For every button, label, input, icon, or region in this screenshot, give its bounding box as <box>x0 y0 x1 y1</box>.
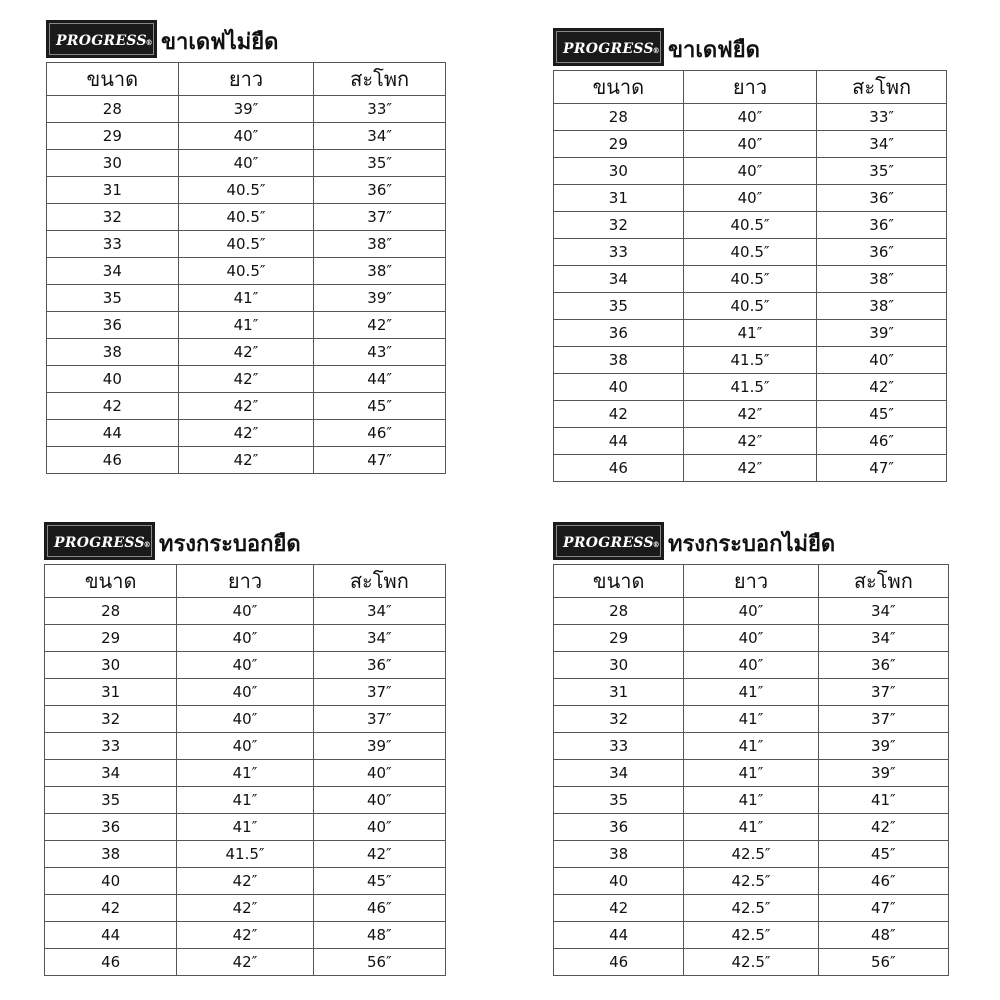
length-cell: 42″ <box>683 455 817 482</box>
table-row <box>47 96 446 123</box>
length-cell: 42″ <box>178 339 314 366</box>
size-cell: 46 <box>47 447 179 474</box>
size-cell: 34 <box>554 266 684 293</box>
size-cell: 28 <box>45 598 177 625</box>
length-cell: 40.5″ <box>178 204 314 231</box>
hip-cell: 34″ <box>818 625 948 652</box>
table-row <box>47 447 446 474</box>
table-row <box>554 625 949 652</box>
hip-cell: 33″ <box>314 96 446 123</box>
hip-cell: 39″ <box>817 320 947 347</box>
length-cell: 42″ <box>177 895 313 922</box>
length-cell: 40″ <box>683 185 817 212</box>
column-header-hip: สะโพก <box>314 63 446 96</box>
table-row <box>554 212 947 239</box>
table-row <box>554 679 949 706</box>
length-cell: 41″ <box>684 679 818 706</box>
table-row <box>47 150 446 177</box>
size-cell: 33 <box>554 239 684 266</box>
size-cell: 30 <box>47 150 179 177</box>
hip-cell: 36″ <box>817 185 947 212</box>
hip-cell: 56″ <box>313 949 445 976</box>
length-cell: 42.5″ <box>684 949 818 976</box>
size-cell: 30 <box>45 652 177 679</box>
hip-cell: 37″ <box>818 706 948 733</box>
column-header-hip: สะโพก <box>313 565 445 598</box>
hip-cell: 38″ <box>817 266 947 293</box>
size-cell: 29 <box>45 625 177 652</box>
registered-mark: ® <box>145 38 153 47</box>
progress-logo <box>44 522 155 560</box>
size-cell: 33 <box>554 733 684 760</box>
table-row <box>554 131 947 158</box>
panel-header <box>46 12 446 58</box>
column-header-size: ขนาด <box>45 565 177 598</box>
size-cell: 42 <box>554 401 684 428</box>
size-cell: 31 <box>45 679 177 706</box>
table-row <box>45 760 446 787</box>
table-row <box>554 841 949 868</box>
table-row <box>45 625 446 652</box>
length-cell: 40″ <box>683 158 817 185</box>
table-row <box>554 293 947 320</box>
hip-cell: 47″ <box>817 455 947 482</box>
hip-cell: 40″ <box>313 787 445 814</box>
hip-cell: 46″ <box>818 868 948 895</box>
hip-cell: 46″ <box>314 420 446 447</box>
length-cell: 40″ <box>177 598 313 625</box>
size-cell: 38 <box>554 841 684 868</box>
size-cell: 29 <box>554 625 684 652</box>
length-cell: 40″ <box>684 625 818 652</box>
table-row <box>47 420 446 447</box>
length-cell: 40″ <box>177 679 313 706</box>
hip-cell: 34″ <box>314 123 446 150</box>
hip-cell: 37″ <box>818 679 948 706</box>
hip-cell: 44″ <box>314 366 446 393</box>
length-cell: 40.5″ <box>683 212 817 239</box>
length-cell: 42.5″ <box>684 922 818 949</box>
length-cell: 41″ <box>177 760 313 787</box>
hip-cell: 38″ <box>314 258 446 285</box>
length-cell: 42″ <box>178 393 314 420</box>
hip-cell: 43″ <box>314 339 446 366</box>
progress-logo <box>46 20 157 58</box>
length-cell: 40″ <box>684 652 818 679</box>
table-row <box>554 949 949 976</box>
size-cell: 35 <box>47 285 179 312</box>
logo-text: PROGRESS <box>563 535 654 551</box>
panel-header <box>553 514 949 560</box>
table-row <box>554 787 949 814</box>
size-cell: 40 <box>554 868 684 895</box>
hip-cell: 42″ <box>314 312 446 339</box>
table-row <box>47 393 446 420</box>
panel-header <box>553 20 947 66</box>
table-row <box>47 177 446 204</box>
hip-cell: 39″ <box>818 733 948 760</box>
size-cell: 36 <box>45 814 177 841</box>
table-row <box>47 366 446 393</box>
size-cell: 34 <box>554 760 684 787</box>
length-cell: 42″ <box>178 420 314 447</box>
header-row <box>47 63 446 96</box>
hip-cell: 48″ <box>313 922 445 949</box>
table-row <box>554 347 947 374</box>
table-row <box>47 231 446 258</box>
table-row <box>45 679 446 706</box>
length-cell: 40″ <box>177 625 313 652</box>
length-cell: 40.5″ <box>178 231 314 258</box>
hip-cell: 39″ <box>313 733 445 760</box>
hip-cell: 38″ <box>314 231 446 258</box>
length-cell: 41.5″ <box>683 347 817 374</box>
hip-cell: 45″ <box>313 868 445 895</box>
table-row <box>45 652 446 679</box>
size-cell: 44 <box>554 428 684 455</box>
hip-cell: 39″ <box>314 285 446 312</box>
table-row <box>554 428 947 455</box>
table-row <box>554 922 949 949</box>
column-header-length: ยาว <box>177 565 313 598</box>
length-cell: 41″ <box>178 285 314 312</box>
size-cell: 46 <box>554 949 684 976</box>
size-cell: 36 <box>554 320 684 347</box>
length-cell: 41″ <box>684 760 818 787</box>
hip-cell: 34″ <box>313 625 445 652</box>
length-cell: 41″ <box>684 706 818 733</box>
column-header-length: ยาว <box>683 71 817 104</box>
table-row <box>554 868 949 895</box>
table-row <box>554 401 947 428</box>
table-row <box>45 814 446 841</box>
size-cell: 44 <box>47 420 179 447</box>
column-header-length: ยาว <box>178 63 314 96</box>
column-header-size: ขนาด <box>554 71 684 104</box>
hip-cell: 33″ <box>817 104 947 131</box>
hip-cell: 41″ <box>818 787 948 814</box>
length-cell: 40″ <box>683 104 817 131</box>
size-cell: 32 <box>45 706 177 733</box>
hip-cell: 48″ <box>818 922 948 949</box>
length-cell: 42″ <box>177 868 313 895</box>
length-cell: 40.5″ <box>683 266 817 293</box>
registered-mark: ® <box>652 46 660 55</box>
panel-title: ขาเดฟยืด <box>667 38 760 63</box>
column-header-size: ขนาด <box>47 63 179 96</box>
table-row <box>45 787 446 814</box>
table-row <box>554 158 947 185</box>
table-row <box>45 895 446 922</box>
table-row <box>554 895 949 922</box>
hip-cell: 45″ <box>818 841 948 868</box>
hip-cell: 45″ <box>817 401 947 428</box>
header-row <box>554 565 949 598</box>
length-cell: 42.5″ <box>684 895 818 922</box>
hip-cell: 37″ <box>313 706 445 733</box>
length-cell: 40″ <box>684 598 818 625</box>
length-cell: 39″ <box>178 96 314 123</box>
table-row <box>554 760 949 787</box>
logo-text: PROGRESS <box>54 535 145 551</box>
hip-cell: 35″ <box>817 158 947 185</box>
table-row <box>47 339 446 366</box>
size-panel-straight-nonstretch <box>553 514 949 976</box>
length-cell: 40.5″ <box>178 177 314 204</box>
length-cell: 40.5″ <box>178 258 314 285</box>
size-cell: 44 <box>554 922 684 949</box>
panel-header <box>44 514 446 560</box>
length-cell: 41.5″ <box>683 374 817 401</box>
progress-logo <box>553 28 664 66</box>
table-row <box>554 239 947 266</box>
registered-mark: ® <box>143 540 151 549</box>
length-cell: 40.5″ <box>683 293 817 320</box>
hip-cell: 46″ <box>817 428 947 455</box>
length-cell: 42″ <box>178 366 314 393</box>
table-row <box>554 185 947 212</box>
size-cell: 35 <box>554 787 684 814</box>
progress-logo <box>553 522 664 560</box>
size-cell: 38 <box>47 339 179 366</box>
hip-cell: 36″ <box>818 652 948 679</box>
length-cell: 42.5″ <box>684 868 818 895</box>
length-cell: 40.5″ <box>683 239 817 266</box>
table-row <box>47 258 446 285</box>
size-cell: 40 <box>47 366 179 393</box>
size-cell: 42 <box>47 393 179 420</box>
length-cell: 42″ <box>178 447 314 474</box>
size-table <box>553 70 947 482</box>
table-row <box>554 266 947 293</box>
hip-cell: 46″ <box>313 895 445 922</box>
size-cell: 40 <box>554 374 684 401</box>
hip-cell: 36″ <box>817 239 947 266</box>
registered-mark: ® <box>652 540 660 549</box>
table-row <box>554 374 947 401</box>
size-cell: 38 <box>554 347 684 374</box>
hip-cell: 42″ <box>818 814 948 841</box>
size-cell: 46 <box>554 455 684 482</box>
size-cell: 31 <box>554 185 684 212</box>
length-cell: 40″ <box>178 123 314 150</box>
logo-text: PROGRESS <box>56 33 147 49</box>
table-row <box>554 104 947 131</box>
table-row <box>45 733 446 760</box>
size-cell: 28 <box>554 104 684 131</box>
table-row <box>45 949 446 976</box>
length-cell: 41″ <box>177 814 313 841</box>
length-cell: 42″ <box>177 922 313 949</box>
table-row <box>45 706 446 733</box>
hip-cell: 47″ <box>314 447 446 474</box>
length-cell: 41″ <box>177 787 313 814</box>
size-cell: 38 <box>45 841 177 868</box>
table-row <box>47 204 446 231</box>
panel-title: ขาเดฟไม่ยืด <box>160 30 279 55</box>
size-cell: 32 <box>554 706 684 733</box>
size-cell: 36 <box>554 814 684 841</box>
size-cell: 46 <box>45 949 177 976</box>
length-cell: 42″ <box>683 428 817 455</box>
hip-cell: 35″ <box>314 150 446 177</box>
size-cell: 35 <box>554 293 684 320</box>
size-cell: 28 <box>47 96 179 123</box>
size-cell: 42 <box>45 895 177 922</box>
size-cell: 42 <box>554 895 684 922</box>
header-row <box>45 565 446 598</box>
size-table <box>44 564 446 976</box>
table-row <box>554 733 949 760</box>
length-cell: 40″ <box>177 706 313 733</box>
size-cell: 40 <box>45 868 177 895</box>
size-cell: 29 <box>47 123 179 150</box>
size-cell: 28 <box>554 598 684 625</box>
table-row <box>554 598 949 625</box>
logo-text: PROGRESS <box>563 41 654 57</box>
size-cell: 44 <box>45 922 177 949</box>
table-row <box>45 598 446 625</box>
hip-cell: 42″ <box>313 841 445 868</box>
table-row <box>45 868 446 895</box>
column-header-hip: สะโพก <box>817 71 947 104</box>
header-row <box>554 71 947 104</box>
hip-cell: 45″ <box>314 393 446 420</box>
panel-title: ทรงกระบอกยืด <box>158 532 301 557</box>
size-cell: 30 <box>554 652 684 679</box>
table-row <box>45 841 446 868</box>
table-row <box>47 285 446 312</box>
hip-cell: 34″ <box>817 131 947 158</box>
table-row <box>554 320 947 347</box>
hip-cell: 42″ <box>817 374 947 401</box>
hip-cell: 36″ <box>313 652 445 679</box>
length-cell: 40″ <box>683 131 817 158</box>
hip-cell: 36″ <box>314 177 446 204</box>
length-cell: 41″ <box>684 733 818 760</box>
size-panel-skinny-stretch <box>553 20 947 482</box>
length-cell: 42″ <box>683 401 817 428</box>
length-cell: 41″ <box>178 312 314 339</box>
hip-cell: 40″ <box>313 760 445 787</box>
hip-cell: 34″ <box>818 598 948 625</box>
hip-cell: 37″ <box>313 679 445 706</box>
hip-cell: 56″ <box>818 949 948 976</box>
hip-cell: 39″ <box>818 760 948 787</box>
size-cell: 35 <box>45 787 177 814</box>
column-header-hip: สะโพก <box>818 565 948 598</box>
table-row <box>554 455 947 482</box>
size-panel-skinny-nonstretch <box>46 12 446 474</box>
table-row <box>45 922 446 949</box>
size-table <box>46 62 446 474</box>
hip-cell: 40″ <box>313 814 445 841</box>
length-cell: 41″ <box>684 787 818 814</box>
size-cell: 30 <box>554 158 684 185</box>
size-cell: 29 <box>554 131 684 158</box>
size-cell: 34 <box>47 258 179 285</box>
hip-cell: 36″ <box>817 212 947 239</box>
length-cell: 40″ <box>178 150 314 177</box>
size-cell: 36 <box>47 312 179 339</box>
panel-title: ทรงกระบอกไม่ยืด <box>667 532 836 557</box>
hip-cell: 40″ <box>817 347 947 374</box>
length-cell: 40″ <box>177 652 313 679</box>
column-header-size: ขนาด <box>554 565 684 598</box>
hip-cell: 47″ <box>818 895 948 922</box>
size-cell: 32 <box>554 212 684 239</box>
length-cell: 42.5″ <box>684 841 818 868</box>
length-cell: 41″ <box>683 320 817 347</box>
table-row <box>554 652 949 679</box>
size-cell: 34 <box>45 760 177 787</box>
length-cell: 41.5″ <box>177 841 313 868</box>
length-cell: 42″ <box>177 949 313 976</box>
table-row <box>554 706 949 733</box>
table-row <box>554 814 949 841</box>
size-panel-straight-stretch <box>44 514 446 976</box>
size-cell: 33 <box>47 231 179 258</box>
size-cell: 31 <box>47 177 179 204</box>
length-cell: 41″ <box>684 814 818 841</box>
size-cell: 31 <box>554 679 684 706</box>
size-cell: 32 <box>47 204 179 231</box>
hip-cell: 37″ <box>314 204 446 231</box>
hip-cell: 34″ <box>313 598 445 625</box>
table-row <box>47 123 446 150</box>
length-cell: 40″ <box>177 733 313 760</box>
table-row <box>47 312 446 339</box>
column-header-length: ยาว <box>684 565 818 598</box>
hip-cell: 38″ <box>817 293 947 320</box>
size-table <box>553 564 949 976</box>
size-cell: 33 <box>45 733 177 760</box>
